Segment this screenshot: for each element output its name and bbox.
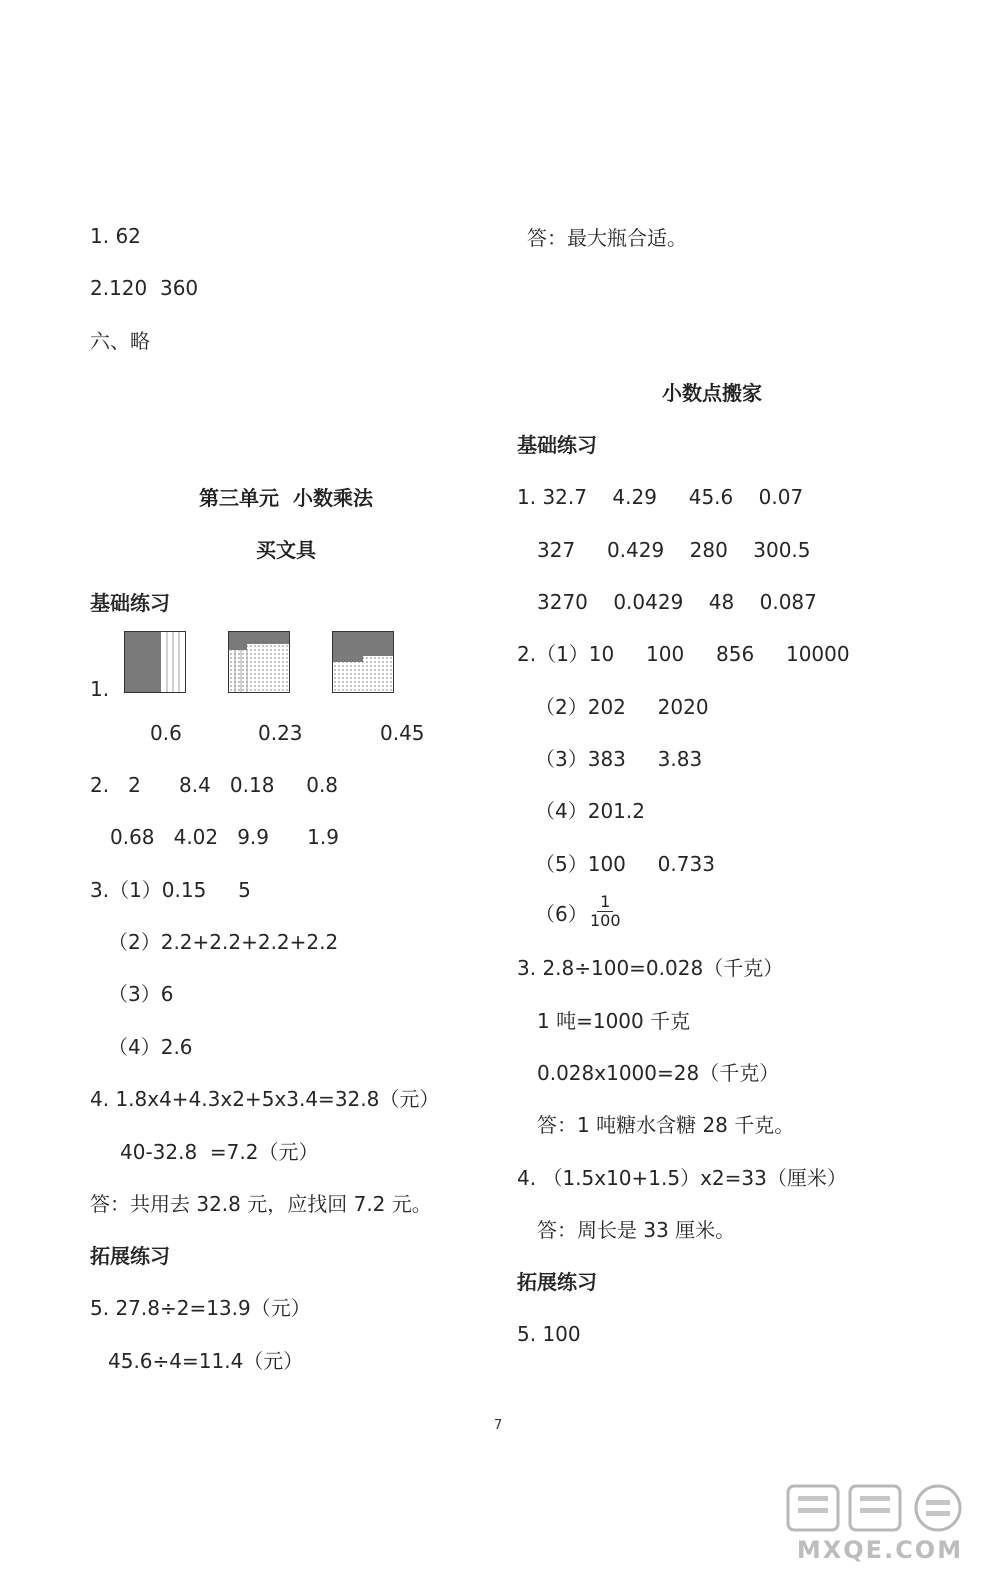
extension-practice-heading-left: 拓展练习 xyxy=(90,1244,170,1268)
right-question-3-line-1: 3. 2.8÷100=0.028（千克） xyxy=(517,956,784,980)
question-4-answer: 答：共用去 32.8 元，应找回 7.2 元。 xyxy=(90,1192,432,1216)
answer-line-3: 六、略 xyxy=(90,329,150,353)
right-question-3-answer: 答：1 吨糖水含糖 28 千克。 xyxy=(537,1113,795,1137)
right-question-1-row-1: 1. 32.7 4.29 45.6 0.07 xyxy=(517,485,804,509)
question-5-line-1: 5. 27.8÷2=13.9（元） xyxy=(90,1296,311,1320)
right-question-3-line-3: 0.028x1000=28（千克） xyxy=(537,1061,780,1085)
unit-title: 第三单元 小数乘法 xyxy=(199,486,373,510)
right-question-2-part-6: （6） xyxy=(535,902,588,926)
question-3-part-2: （2）2.2+2.2+2.2+2.2 xyxy=(108,930,339,954)
figure-value-3: 0.45 xyxy=(380,721,425,745)
right-question-2-part-3: （3）383 3.83 xyxy=(535,747,703,771)
question-2-row-1: 2. 2 8.4 0.18 0.8 xyxy=(90,773,339,797)
right-question-2-part-4: （4）201.2 xyxy=(535,799,645,823)
question-5-line-2: 45.6÷4=11.4（元） xyxy=(108,1349,304,1373)
right-answer-top: 答：最大瓶合适。 xyxy=(527,226,687,250)
page-number: 7 xyxy=(494,1418,503,1433)
answer-line-1: 1. 62 xyxy=(90,224,141,248)
answer-line-2: 2.120 360 xyxy=(90,276,199,300)
fraction-denominator: 100 xyxy=(590,911,621,930)
question-3-part-4: （4）2.6 xyxy=(108,1035,193,1059)
question-4-line-1: 4. 1.8x4+4.3x2+5x3.4=32.8（元） xyxy=(90,1087,440,1111)
watermark-logo xyxy=(780,1482,980,1564)
lesson-title-right: 小数点搬家 xyxy=(662,381,762,405)
right-question-2-part-1: 2.（1）10 100 856 10000 xyxy=(517,642,850,666)
figure-value-1: 0.6 xyxy=(150,721,182,745)
watermark-url: MXQE.COM xyxy=(796,1536,964,1564)
right-question-2-part-5: （5）100 0.733 xyxy=(535,852,715,876)
right-question-4-line-1: 4. （1.5x10+1.5）x2=33（厘米） xyxy=(517,1166,847,1190)
basic-practice-heading-right: 基础练习 xyxy=(517,433,597,457)
right-question-4-answer: 答：周长是 33 厘米。 xyxy=(537,1218,736,1242)
lesson-title-left: 买文具 xyxy=(256,538,316,562)
question-2-row-2: 0.68 4.02 9.9 1.9 xyxy=(110,825,339,849)
right-question-1-row-3: 3270 0.0429 48 0.087 xyxy=(537,590,817,614)
right-question-1-row-2: 327 0.429 280 300.5 xyxy=(537,538,811,562)
figure-value-2: 0.23 xyxy=(258,721,303,745)
right-question-3-line-2: 1 吨=1000 千克 xyxy=(537,1009,691,1033)
grid-figure-0-23 xyxy=(228,631,290,693)
question-1-label: 1. xyxy=(90,677,110,701)
basic-practice-heading-left: 基础练习 xyxy=(90,591,170,615)
right-question-5: 5. 100 xyxy=(517,1322,581,1346)
extension-practice-heading-right: 拓展练习 xyxy=(517,1270,597,1294)
question-3-part-1: 3.（1）0.15 5 xyxy=(90,878,251,902)
grid-figure-0-6 xyxy=(124,631,186,693)
fraction-numerator: 1 xyxy=(597,893,613,912)
grid-figure-0-45 xyxy=(332,631,394,693)
fraction-one-hundredth xyxy=(590,893,621,930)
right-question-2-part-2: （2）202 2020 xyxy=(535,695,709,719)
question-3-part-3: （3）6 xyxy=(108,982,174,1006)
question-4-line-2: 40-32.8 =7.2（元） xyxy=(120,1140,319,1164)
